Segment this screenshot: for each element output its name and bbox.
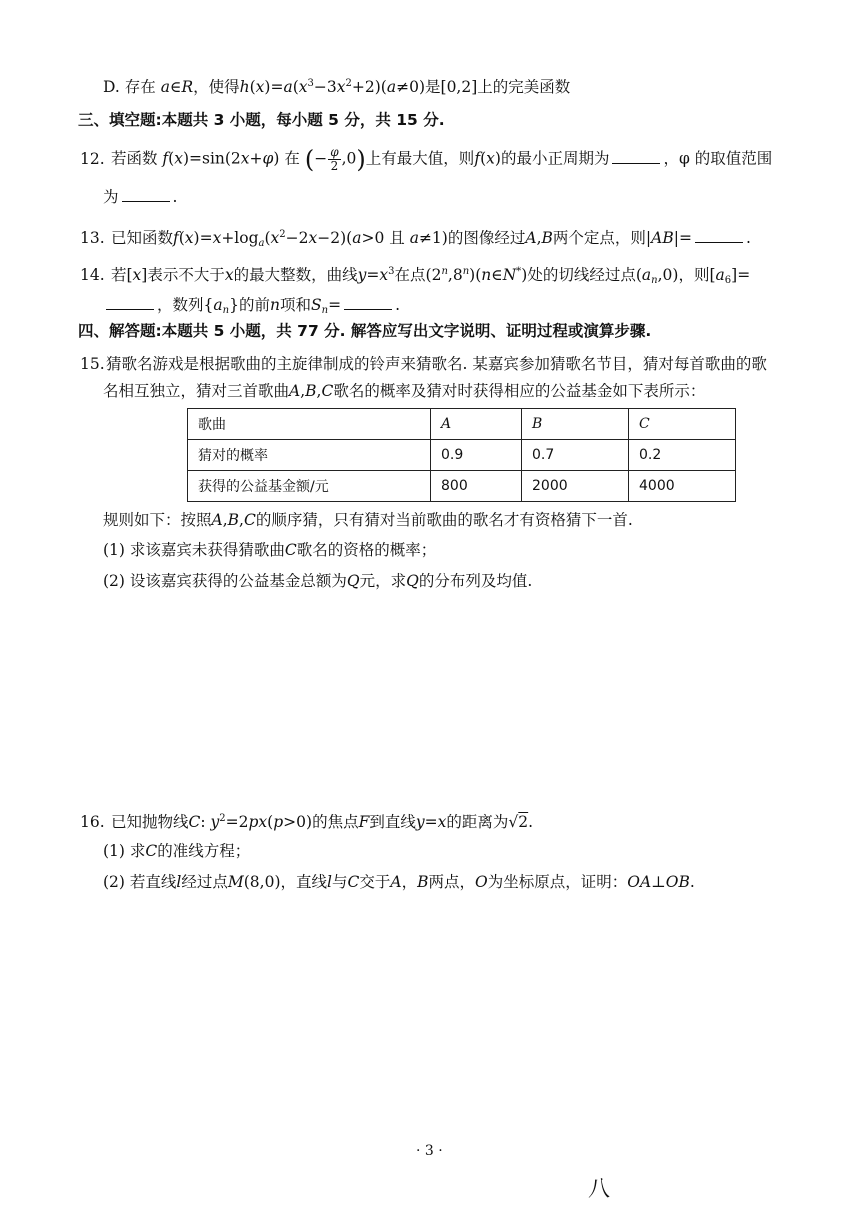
table-row (188, 440, 736, 471)
table-cell: 歌曲 (188, 409, 431, 440)
question-15-part1: (1) 求该嘉宾未获得猜歌曲C歌名的资格的概率； (103, 541, 437, 559)
question-14-cont: ，数列$\{a_n\}$的前n项和$S_n=$ . (103, 294, 400, 322)
table-cell: 获得的公益基金额/元 (188, 471, 431, 502)
question-15-rule: 规则如下：按照A,B,C的顺序猜，只有猜对当前歌曲的歌名才有资格猜下一首. (103, 511, 633, 529)
answer-blank[interactable] (612, 149, 660, 164)
question-12: 12. 若函数 f(x)=sin(2x+φ) 在 (− $\frac{\varphi}{2}$ ,0)上有最大值，则f(x)的最小正周期为 ，φ 的取值范围 (80, 145, 773, 174)
question-16: 16. 已知抛物线C: $y^2=2px(p>0)$的焦点F到直线y=x的距离为√2. (80, 813, 534, 831)
question-16-part2: (2) 若直线l经过点M(8,0)，直线l与C交于A，B两点，O为坐标原点，证明：OA⊥OB. (103, 873, 695, 891)
table-cell: A (431, 409, 522, 440)
question-14: 14. 若[x]表示不大于x的最大整数，曲线$y=x^3$在点(2$^n$,8$^n$)(n∈N*)处的切线经过点$(a_n,0)$，则$[a_6]=$ (80, 266, 751, 286)
table-cell: 0.7 (522, 440, 629, 471)
table-cell: 2000 (522, 471, 629, 502)
answer-blank[interactable] (344, 295, 392, 310)
table-cell: 4000 (629, 471, 736, 502)
table-cell: C (629, 409, 736, 440)
answer-blank[interactable] (106, 295, 154, 310)
question-13: 13. 已知函数$f(x)=x+\log_a(x^2-2x-2)(a>0$ 且 a≠1)的图像经过A,B两个定点，则|AB|= . (80, 229, 751, 249)
table-row (188, 471, 736, 502)
answer-blank[interactable] (695, 228, 743, 243)
corner-mark: 八 (588, 1177, 611, 1202)
section-4-heading: 四、解答题:本题共 5 小题，共 77 分. 解答应写出文字说明、证明过程或演算步骤. (78, 322, 652, 340)
section-3-heading: 三、填空题:本题共 3 小题，每小题 5 分，共 15 分. (78, 111, 445, 129)
table-cell: 0.9 (431, 440, 522, 471)
table-cell: B (522, 409, 629, 440)
option-d: D. 存在 a∈R，使得$h(x)=a(x^3-3x^2+2)(a\ne 0)$是[0,2]上的完美函数 (103, 78, 571, 96)
table-header-row (188, 409, 736, 440)
table-cell: 800 (431, 471, 522, 502)
question-15: 15.猜歌名游戏是根据歌曲的主旋律制成的铃声来猜歌名. 某嘉宾参加猜歌名节目，猜对每首歌曲的歌 (80, 355, 767, 373)
question-15-part2: (2) 设该嘉宾获得的公益基金总额为Q元，求Q的分布列及均值. (103, 572, 533, 590)
answer-blank[interactable] (122, 187, 170, 202)
page-number: · 3 · (416, 1143, 443, 1159)
table-cell: 猜对的概率 (188, 440, 431, 471)
question-12-cont: 为 . (103, 188, 178, 206)
question-16-part1: (1) 求C的准线方程； (103, 842, 251, 860)
table-cell: 0.2 (629, 440, 736, 471)
song-table (187, 408, 736, 502)
question-15-cont: 名相互独立，猜对三首歌曲A,B,C歌名的概率及猜对时获得相应的公益基金如下表所示： (103, 382, 706, 400)
